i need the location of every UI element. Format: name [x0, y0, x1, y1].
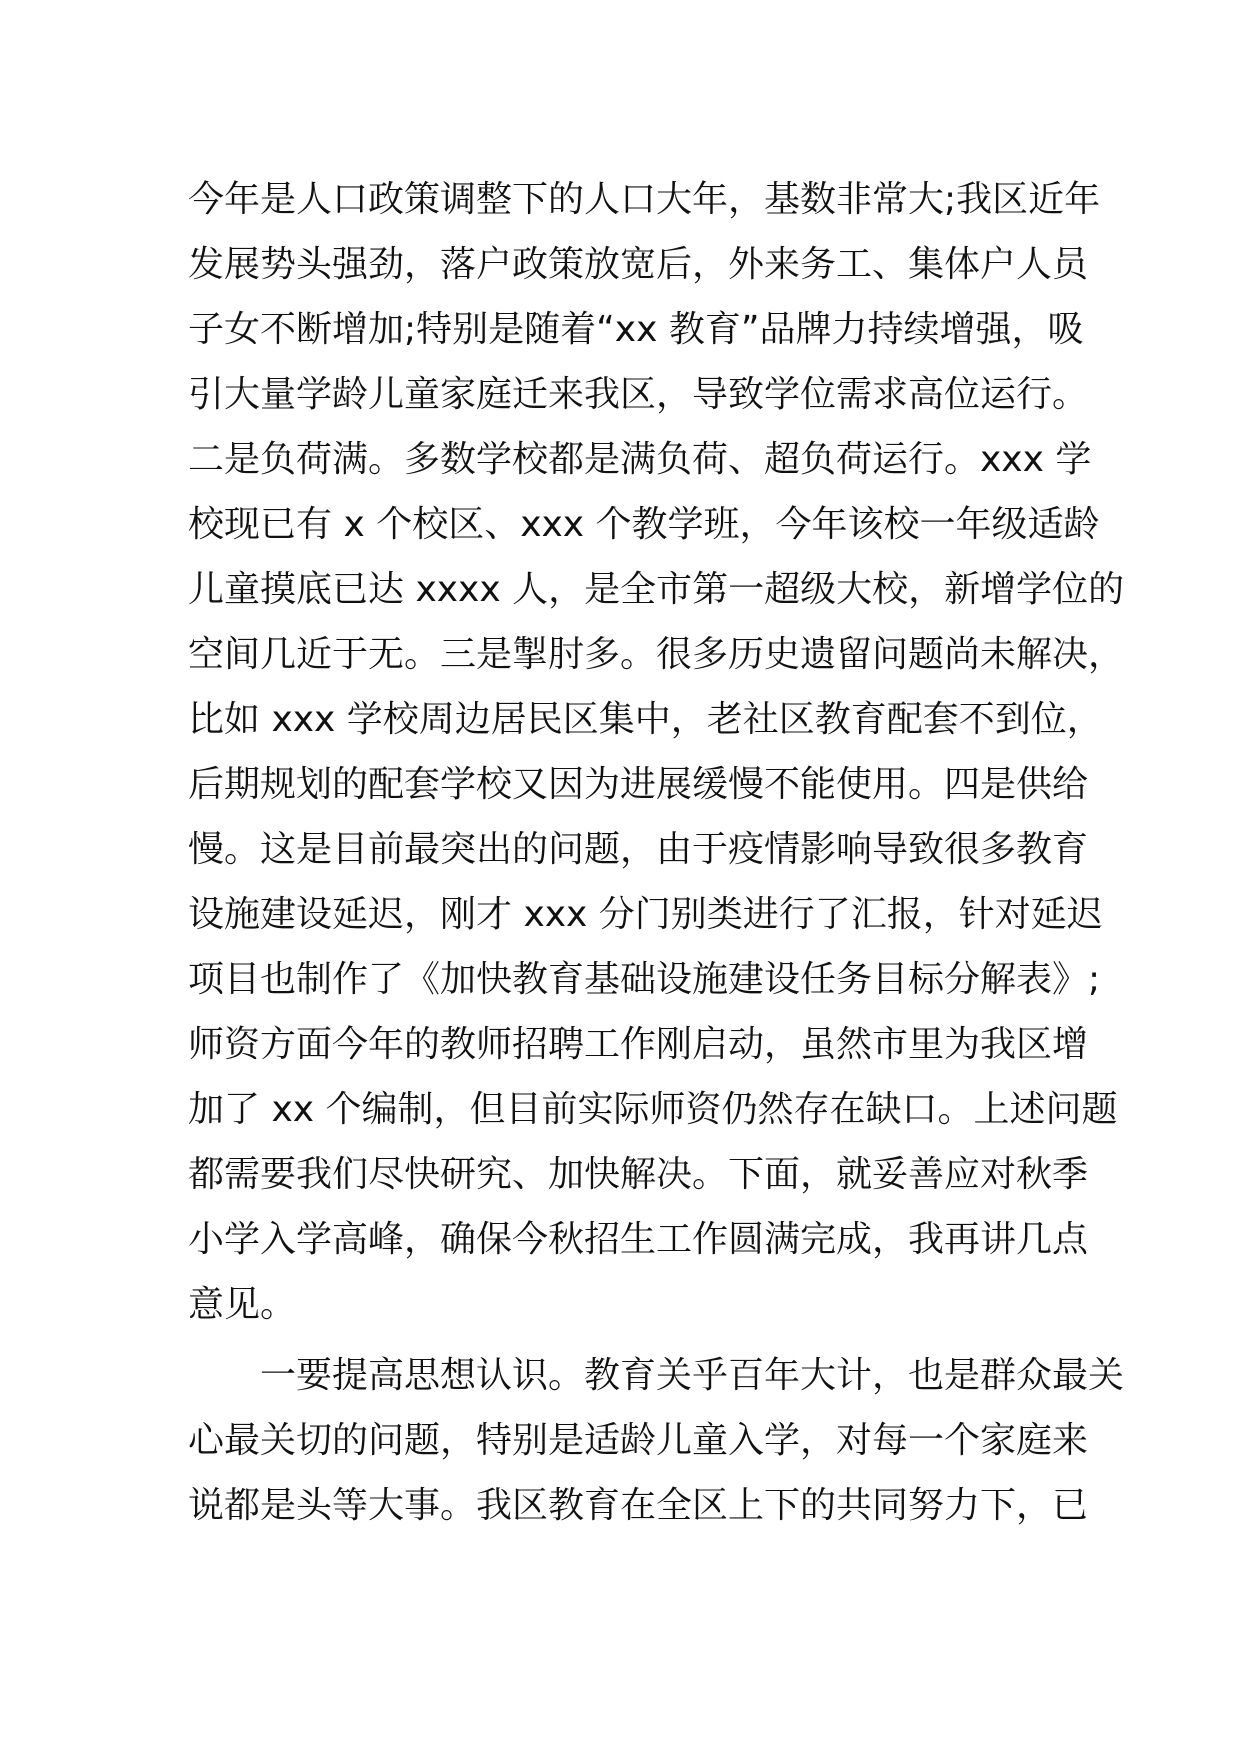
text-line: 慢。这是目前最突出的问题，由于疫情影响导致很多教育 [188, 829, 1089, 870]
text-line: 引大量学龄儿童家庭迁来我区，导致学位需求高位运行。 [188, 374, 1089, 415]
text-line: 发展势头强劲，落户政策放宽后，外来务工、集体户人员 [188, 244, 1089, 285]
paragraph-2 [188, 1343, 1125, 1538]
text-line: 二是负荷满。多数学校都是满负荷、超负荷运行。xxx 学 [188, 439, 1092, 480]
text-line: 说都是头等大事。我区教育在全区上下的共同努力下，已 [188, 1485, 1089, 1526]
paragraph-1 [188, 167, 1125, 1337]
text-line: 加了 xx 个编制，但目前实际师资仍然存在缺口。上述问题 [188, 1089, 1118, 1130]
text-line: 空间几近于无。三是掣肘多。很多历史遗留问题尚未解决， [188, 634, 1125, 675]
text-line: 校现已有 x 个校区、xxx 个教学班，今年该校一年级适龄 [188, 504, 1100, 545]
text-line: 都需要我们尽快研究、加快解决。下面，就妥善应对秋季 [188, 1154, 1089, 1195]
text-line: 师资方面今年的教师招聘工作刚启动，虽然市里为我区增 [188, 1024, 1089, 1065]
text-line: 今年是人口政策调整下的人口大年，基数非常大;我区近年 [188, 179, 1101, 220]
text-line: 比如 xxx 学校周边居民区集中，老社区教育配套不到位， [188, 699, 1103, 740]
text-line: 后期规划的配套学校又因为进展缓慢不能使用。四是供给 [188, 764, 1089, 805]
text-line: 儿童摸底已达 xxxx 人，是全市第一超级大校，新增学位的 [188, 569, 1125, 610]
text-line: 设施建设延迟，刚才 xxx 分门别类进行了汇报，针对延迟 [188, 894, 1103, 935]
text-line: 一要提高思想认识。教育关乎百年大计，也是群众最关 [188, 1355, 1125, 1396]
text-line: 心最关切的问题，特别是适龄儿童入学，对每一个家庭来 [188, 1420, 1089, 1461]
text-line: 意见。 [188, 1284, 297, 1325]
text-line: 子女不断增加;特别是随着“xx 教育”品牌力持续增强，吸 [188, 309, 1084, 350]
text-line: 项目也制作了《加快教育基础设施建设任务目标分解表》; [188, 959, 1101, 1000]
text-line: 小学入学高峰，确保今秋招生工作圆满完成，我再讲几点 [188, 1219, 1089, 1260]
